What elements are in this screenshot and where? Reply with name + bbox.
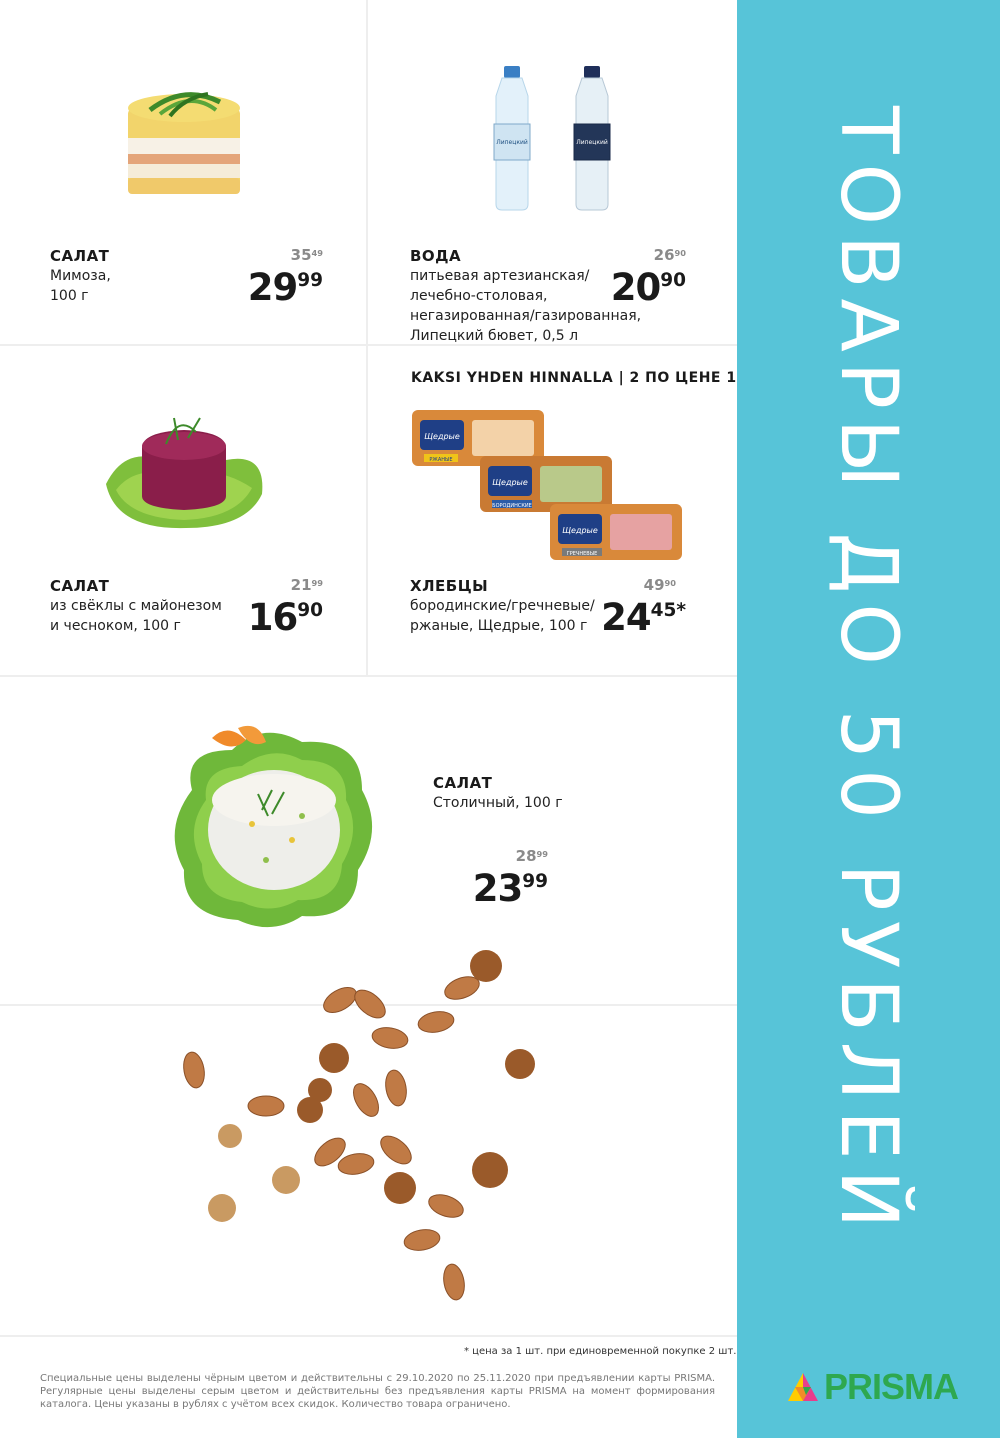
fine-print: Специальные цены выделены чёрным цветом и действительны с 29.10.2020 по 25.11.2020 при предъявлении карты PRISMA. Регулярные цены выделены серым цветом и действительны без предъявления карты PRISMA на момент формирования каталога. Цены указаны в рублях с учётом всех скидок. Количество товара ограничено. (40, 1373, 715, 1410)
description-line: из свёклы с майонезом (50, 598, 222, 614)
regular-price (644, 576, 676, 594)
water-bottles-image (486, 64, 626, 212)
crispbread-packages-image (410, 408, 686, 564)
package-brand: Щедрые (492, 478, 528, 487)
price-integer: 21 (290, 576, 312, 594)
description-line: питьевая артезианская/ (410, 268, 590, 284)
product-description (410, 596, 595, 636)
product-name: ХЛЕБЦЫ (410, 577, 489, 595)
package-flavor: ГРЕЧНЕВЫЕ (566, 551, 598, 557)
description-line: бородинские/гречневые/ (410, 598, 595, 614)
price-decimal: 99 (536, 849, 548, 859)
description-line: и чесноком, 100 г (50, 618, 181, 634)
product-name: САЛАТ (50, 247, 110, 265)
banner-title: ТОВАРЫ ДО 50 РУБЛЕЙ (823, 105, 913, 1239)
product-description (410, 266, 641, 346)
product-name: САЛАТ (50, 577, 110, 595)
special-price (248, 266, 323, 309)
package-brand: Щедрые (562, 526, 598, 535)
description-line: негазированная/газированная, (410, 308, 642, 324)
package-flavor: БОРОДИНСКИЕ (492, 503, 532, 509)
product-description (433, 793, 563, 813)
nuts-image (170, 940, 550, 1320)
price-integer: 35 (290, 246, 312, 264)
price-decimal: 49 (311, 248, 323, 258)
product-name: ВОДА (410, 247, 462, 265)
regular-price (291, 576, 323, 594)
product-description (50, 266, 111, 306)
regular-price (654, 246, 686, 264)
price-integer: 28 (515, 847, 537, 865)
prisma-triangle-icon (784, 1371, 822, 1403)
price-integer: 29 (247, 266, 298, 309)
water-label-brand: Липецкий (576, 139, 608, 146)
special-price (473, 867, 548, 910)
beet-salad-image (96, 404, 272, 538)
footnote: * цена за 1 шт. при единовременной покупке 2 шт. (464, 1346, 737, 1357)
promo-two-for-one: KAKSI YHDEN HINNALLA | 2 ПО ЦЕНЕ 1 (411, 370, 737, 386)
product-description (50, 596, 222, 636)
description-line: ржаные, Щедрые, 100 г (410, 618, 588, 634)
regular-price (291, 246, 323, 264)
price-integer: 16 (247, 596, 298, 639)
logo-text: PRISMA (824, 1366, 959, 1407)
price-decimal: 99 (522, 871, 548, 892)
price-decimal: 90 (660, 270, 686, 291)
special-price (601, 596, 686, 639)
price-integer: 20 (610, 266, 661, 309)
price-decimal: 45* (650, 600, 686, 621)
divider (0, 1335, 737, 1337)
package-flavor: РЖАНЫЕ (429, 457, 453, 463)
description-line: Столичный, 100 г (433, 795, 563, 811)
price-integer: 23 (472, 867, 523, 910)
regular-price (516, 847, 548, 865)
description-line: Мимоза, (50, 268, 111, 284)
price-decimal: 90 (664, 578, 676, 588)
special-price (611, 266, 686, 309)
salad-mimosa-image (120, 80, 250, 200)
price-decimal: 99 (311, 578, 323, 588)
water-label-brand: Липецкий (496, 139, 528, 146)
price-decimal: 90 (297, 600, 323, 621)
price-integer: 26 (653, 246, 675, 264)
description-line: Липецкий бювет, 0,5 л (410, 328, 579, 344)
product-name: САЛАТ (433, 774, 493, 792)
price-decimal: 99 (297, 270, 323, 291)
description-line: 100 г (50, 288, 89, 304)
price-integer: 24 (601, 596, 651, 639)
stolichny-salad-image (162, 720, 384, 936)
divider (366, 0, 368, 675)
price-integer: 49 (643, 576, 665, 594)
package-brand: Щедрые (424, 432, 460, 441)
divider (0, 675, 737, 677)
description-line: лечебно-столовая, (410, 288, 548, 304)
prisma-logo[interactable] (784, 1366, 958, 1408)
special-price (248, 596, 323, 639)
price-decimal: 90 (674, 248, 686, 258)
